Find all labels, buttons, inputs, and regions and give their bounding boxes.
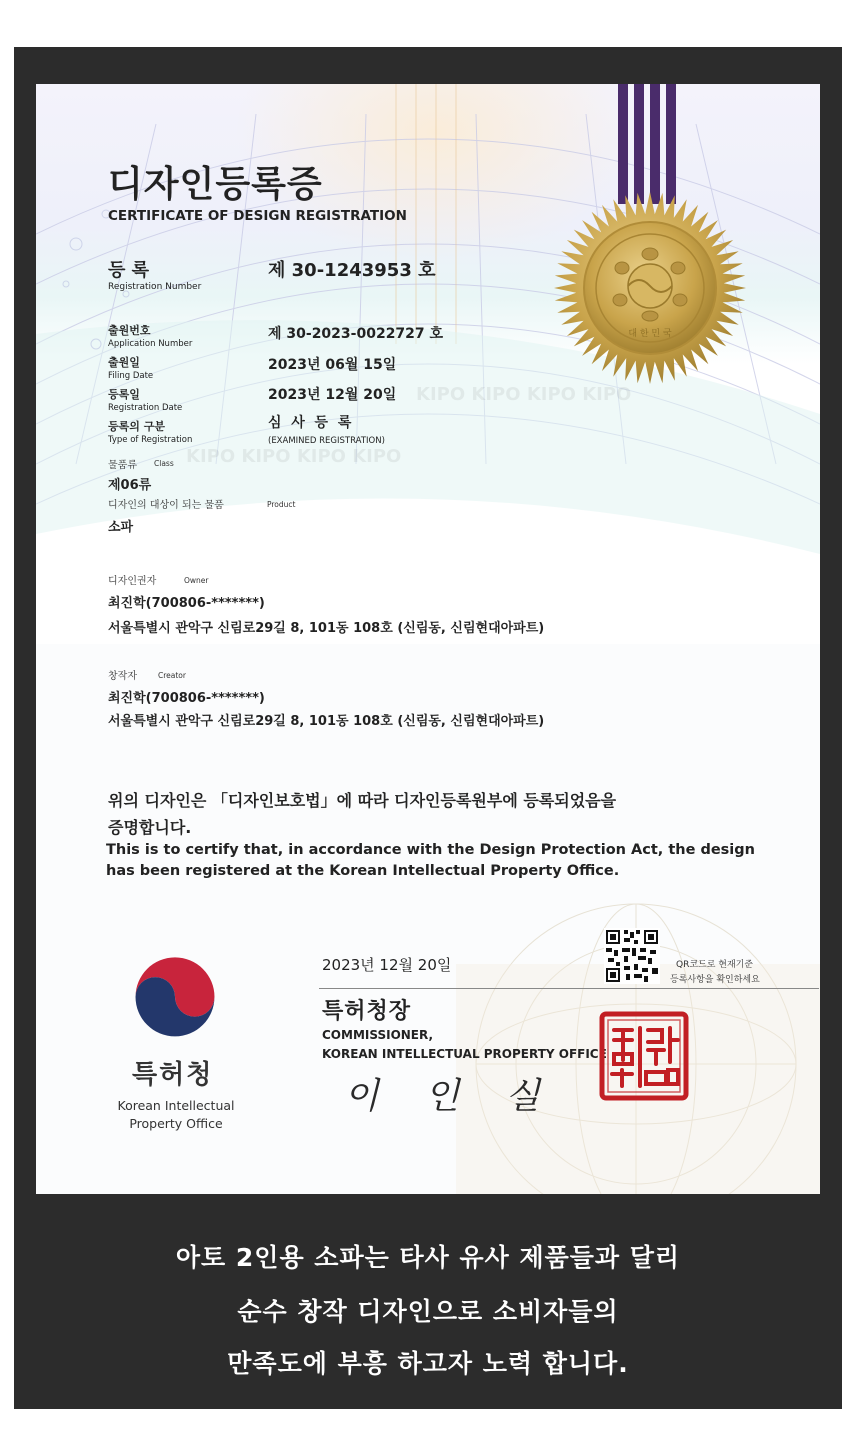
certificate-paper: [36, 84, 820, 1194]
registration-label-en: Registration Number: [108, 282, 202, 292]
class-label-en: Class: [154, 459, 174, 468]
filing-label-en: Filing Date: [108, 371, 154, 381]
reg-date-label-en: Registration Date: [108, 403, 183, 413]
class-label: 물품류: [108, 460, 137, 471]
watermark-2: KIPO KIPO KIPO KIPO: [186, 446, 402, 467]
ribbon-stripe: [666, 84, 676, 204]
qr-note-1: QR코드로 현재기준: [676, 960, 754, 970]
divider: [319, 988, 819, 989]
registration-label: 등 록: [108, 260, 150, 281]
office-logo-en-1: Korean Intellectual: [117, 1098, 235, 1113]
application-number: 제 30-2023-0022727 호: [268, 326, 444, 342]
creator-address: 서울특별시 관악구 신림로29길 8, 101동 108호 (신림동, 신림현대아파트): [108, 714, 545, 729]
issue-date: 2023년 12월 20일: [322, 956, 452, 974]
product-label: 디자인의 대상이 되는 물품: [108, 500, 224, 511]
caption-line-2: 순수 창작 디자인으로 소비자들의: [237, 1297, 619, 1326]
type-value: 심 사 등 록: [268, 415, 352, 431]
registration-number: 제 30-1243953 호: [268, 260, 436, 281]
statement-ko-2: 증명합니다.: [108, 818, 192, 837]
official-stamp-icon: [598, 1010, 690, 1102]
owner-label-en: Owner: [184, 576, 209, 585]
application-label-en: Application Number: [108, 339, 193, 349]
ribbon-stripe: [634, 84, 644, 204]
owner-name: 최진학(700806-*******): [108, 596, 265, 611]
signature: 이 인 실: [344, 1076, 540, 1117]
application-label: 출원번호: [108, 324, 151, 337]
type-value-en: (EXAMINED REGISTRATION): [268, 436, 385, 446]
title-ko: 디자인등록증: [108, 164, 323, 205]
qr-note-2: 등록사항을 확인하세요: [670, 975, 760, 985]
office-logo-ko: 특허청: [132, 1060, 214, 1090]
registration-date: 2023년 12월 20일: [268, 387, 397, 403]
ribbon-stripe: [618, 84, 628, 204]
seal-text: 대 한 민 국: [628, 329, 672, 339]
office-logo-en-2: Property Office: [129, 1116, 223, 1131]
creator-label: 창작자: [108, 671, 137, 682]
owner-label: 디자인권자: [108, 576, 157, 587]
statement-ko-1: 위의 디자인은 「디자인보호법」에 따라 디자인등록원부에 등록되었음을: [108, 791, 617, 810]
product-label-en: Product: [267, 500, 296, 509]
filing-label: 출원일: [108, 356, 140, 369]
reg-date-label: 등록일: [108, 388, 140, 401]
caption-line-1: 아토 2인용 소파는 타사 유사 제품들과 달리: [175, 1243, 681, 1272]
creator-label-en: Creator: [158, 671, 186, 680]
title-en: CERTIFICATE OF DESIGN REGISTRATION: [108, 208, 407, 224]
kipo-emblem-icon: [128, 948, 222, 1042]
statement-en-2: has been registered at the Korean Intellectual Property Office.: [106, 863, 620, 879]
watermark: KIPO KIPO KIPO KIPO: [416, 384, 632, 405]
commissioner-en-1: COMMISSIONER,: [322, 1028, 434, 1042]
type-label: 등록의 구분: [108, 420, 165, 433]
creator-name: 최진학(700806-*******): [108, 691, 265, 706]
commissioner-ko: 특허청장: [322, 999, 412, 1024]
gold-seal: [550, 188, 750, 388]
owner-address: 서울특별시 관악구 신림로29길 8, 101동 108호 (신림동, 신림현대아파트): [108, 621, 545, 636]
ribbon-stripe: [650, 84, 660, 204]
class-value: 제06류: [108, 478, 152, 493]
type-label-en: Type of Registration: [108, 435, 193, 445]
qr-code-icon: [604, 928, 660, 984]
statement-en-1: This is to certify that, in accordance with the Design Protection Act, the design: [106, 842, 755, 858]
caption-line-3: 만족도에 부흥 하고자 노력 합니다.: [227, 1349, 629, 1378]
product-value: 소파: [108, 520, 134, 535]
filing-date: 2023년 06월 15일: [268, 357, 397, 373]
commissioner-en-2: KOREAN INTELLECTUAL PROPERTY OFFICE: [322, 1047, 607, 1061]
